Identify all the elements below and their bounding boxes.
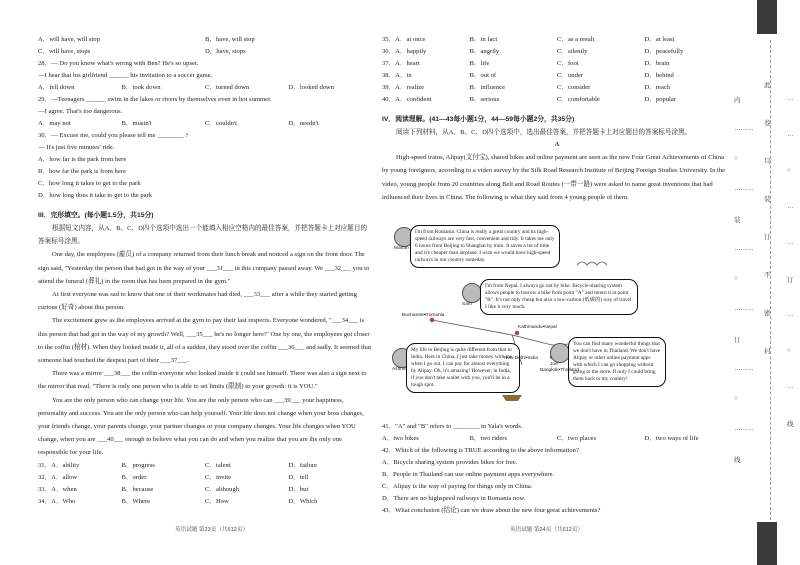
q32-option-a[interactable]: 32．A．allow	[38, 473, 78, 481]
q40-option-d[interactable]: D．popular	[644, 96, 676, 103]
speech-bubble-illustration	[392, 225, 660, 407]
q27-option-a[interactable]: A．will have, will stop	[38, 36, 100, 43]
q40-option-a[interactable]: 40．A．confident	[382, 96, 432, 103]
margin-mark: ○	[787, 167, 791, 174]
margin-mark: ………	[734, 125, 754, 132]
margin-mark: …	[787, 203, 794, 210]
q35-option-d[interactable]: D．at least	[644, 36, 675, 43]
q41-option-c[interactable]: C．two places	[557, 435, 597, 442]
q29-option-c[interactable]: C．couldn't	[205, 120, 237, 127]
q34-option-a[interactable]: 34．A．Who	[38, 497, 76, 505]
cloze-paragraph-5: You are the only person who can change your life. You are the only person who can ___39___ your happiness, personality and success. You are the only person who can help yourself. Your life does not change when your boss changes, your friends change, your parents change, your partner changes or your company changes. Your life changes when YOU change, when you are ___40___ enough to believe what you can do and when you realize that you are the only one responsible for your life.	[38, 396, 364, 457]
q30-option-b[interactable]: B．how far the park is from here	[38, 168, 126, 175]
q39-options	[382, 82, 732, 94]
q39-option-d[interactable]: D．reach	[644, 84, 671, 91]
name-label-romania: Marian	[394, 246, 409, 251]
name-label-india: Ashmit	[392, 367, 407, 372]
avatar-nepal	[462, 283, 482, 303]
q42-stem: 42．Which of the following is TRUE according to the above information?	[382, 447, 579, 454]
q27-option-c[interactable]: C．will have, stops	[38, 48, 91, 55]
q39-option-a[interactable]: 39．A．realize	[382, 84, 425, 91]
q41-options	[382, 433, 732, 445]
q28-option-b[interactable]: B．took down	[121, 84, 161, 91]
q29-option-d[interactable]: D．needn't	[288, 120, 319, 127]
q28-option-c[interactable]: C．turned down	[205, 84, 250, 91]
margin-mark: ○	[734, 155, 738, 162]
margin-mark: ○	[734, 275, 738, 282]
margin-mark: 内	[734, 97, 741, 104]
margin-mark: ○	[734, 395, 738, 402]
left-column	[38, 34, 372, 508]
q30-line2: — It's just five minutes' ride.	[38, 144, 115, 151]
margin-mark: 线	[787, 421, 794, 428]
margin-mark: ………	[734, 245, 754, 252]
q41-stem: 41．"A" and "B" refers to ________ in Yala's words.	[382, 423, 523, 430]
q33-option-b[interactable]: B．because	[121, 485, 154, 493]
q35-option-c[interactable]: C．as a result	[557, 36, 595, 43]
q27-option-d[interactable]: D．have, stops	[205, 48, 246, 55]
q35-options	[382, 34, 732, 46]
section-3-instructions: 根据短文内容，从A、B、C、D四个选项中选出一个能填入相应空格内的最佳答案，并把答题卡上对应题目的答案标号涂黑。	[38, 225, 368, 246]
q39-option-b[interactable]: B．influence	[469, 84, 506, 91]
right-column	[382, 34, 732, 204]
romania-marker	[430, 318, 434, 322]
camel-sketch	[577, 262, 607, 265]
margin-mark: ………	[734, 425, 754, 432]
city-label-bucharest: Bucharest•Romania	[402, 313, 445, 318]
margin-mark: 订	[764, 234, 771, 241]
q30-option-a[interactable]: A．how far is the park from here	[38, 156, 127, 163]
margin-mark: 订	[734, 337, 741, 344]
q42-option-a[interactable]: A．Bicycle sharing system provides bikes for free.	[382, 459, 518, 466]
q28-stem: 28．— Do you know what's wrong with Ben? He's so upset.	[38, 60, 199, 67]
margin-mark: …	[787, 311, 794, 318]
q30-option-c[interactable]: C．how long it takes to get to the park	[38, 180, 141, 187]
q29-option-a[interactable]: A．may not	[38, 120, 71, 127]
q31-option-c[interactable]: C．talent	[205, 461, 231, 469]
q35-option-a[interactable]: 35．A．at once	[382, 36, 426, 43]
q38-option-a[interactable]: 38．A．in	[382, 72, 412, 79]
city-label-delhi: New Delhi•India	[504, 356, 538, 361]
margin-mark: …	[787, 131, 794, 138]
name-label-nepal: Sam	[462, 302, 472, 307]
margin-mark: 密	[764, 310, 771, 317]
q34-option-d[interactable]: D．Which	[288, 497, 318, 505]
q28-option-d[interactable]: D．looked down	[288, 84, 335, 91]
passage-a-text: High-speed trains, Alipay(支付宝), shared bikes and online payment are seen as the new Four Great Achievements of China by young foreigners, according to a video survey by the Silk Road Research Institute of Beijing Foreign Studies University. In the video, young people from 20 countries along Belt and Road Routes (一带一路) were asked to name great inventions that had influenced their lives in China. The following is what they said from 4 young people of them.	[382, 154, 726, 201]
q40-option-c[interactable]: C．comfortable	[557, 96, 600, 103]
page-footer-left: 英语试题 第23页（共612页）	[175, 527, 249, 533]
q32-option-c[interactable]: C．invite	[205, 473, 232, 481]
margin-mark: …	[787, 239, 794, 246]
q38-options	[382, 70, 732, 82]
cloze-paragraph-2: At first everyone was sad to know that one of their workmates had died, ___33___ after a while they started getting curious (好奇) about this person.	[38, 291, 357, 312]
q37-option-a[interactable]: 37．A．heart	[382, 60, 420, 67]
q34-option-b[interactable]: B．Where	[121, 497, 151, 505]
cloze-paragraph-3: The excitement grew as the employees arrived at the gym to pay their last respects. Everyone wondered, "___34___ is this person that had got in the way of my growth? Well, ___35___ he's no longer here!" One by one, the employees got closer to the coffin (棺材). When they looked inside it, all of a sudden, they stood over the coffin ___36___ and sadly. It seemed that someone had touched the deepest part of their ___37___.	[38, 317, 372, 365]
q33-option-a[interactable]: 33．A．when	[38, 485, 77, 493]
margin-mark: ………	[734, 185, 754, 192]
q36-options	[382, 46, 732, 58]
q37-options	[382, 58, 732, 70]
registration-block-bottom	[757, 522, 777, 565]
q37-option-c[interactable]: C．foot	[557, 60, 579, 67]
q37-option-b[interactable]: B．life	[469, 60, 490, 67]
margin-mark: 此	[764, 82, 771, 89]
margin-mark: ………	[734, 305, 754, 312]
q27-options	[38, 34, 372, 58]
margin-mark: 装	[764, 196, 771, 203]
q42-option-b[interactable]: B．People in Thailand can use online payment apps everywhere.	[382, 471, 555, 478]
q31-option-a[interactable]: 31．A．ability	[38, 461, 80, 469]
cloze-paragraph-4: There was a mirror ___38___ the coffin-everyone who looked inside it could see himself. There was also a sign next to the mirror that read, "There is only one person who is able to set limits (限制) to your growth: it is YOU."	[38, 370, 367, 391]
q33-options	[38, 484, 372, 496]
registration-block-top	[757, 0, 777, 34]
q36-option-a[interactable]: 36．A．happily	[382, 48, 427, 55]
q35-option-b[interactable]: B．in fact	[469, 36, 498, 43]
margin-mark: ………	[734, 365, 754, 372]
q30-stem: 30．— Excuse me, could you please tell me ________ ?	[38, 132, 189, 139]
section-4-instructions: 阅读下列材料，从A、B、C、D四个选项中，选出最佳答案，并把答题卡上对应题目的答案标号涂黑。	[396, 129, 692, 136]
margin-mark: ○	[787, 347, 791, 354]
q32-option-d[interactable]: D．tell	[288, 473, 309, 481]
q32-option-b[interactable]: B．order	[121, 473, 147, 481]
q42-option-d[interactable]: D．There are no highspeed railways in Romania now.	[382, 495, 526, 502]
q30-option-d[interactable]: D．how long does it take to get to the park	[38, 192, 153, 199]
q31-option-b[interactable]: B．progress	[121, 461, 155, 469]
q41-option-a[interactable]: A．two bikes	[382, 435, 419, 442]
cloze-paragraph-1: One day, the employees (雇员) of a company returned from their lunch break and noticed a sign on the front door. The sign said, "Yesterday the person that had got in the way of your ___31___ in this company passed away. We ___32___ you to attend the funeral (葬礼) in the room that has been prepared in the gym."	[38, 251, 370, 285]
ship-sketch	[502, 395, 522, 401]
q41-option-b[interactable]: B．two riders	[469, 435, 508, 442]
city-label-bangkok: Bangkok•Thailand	[540, 368, 579, 373]
q28-line2: —I hear that his girlfriend ______ his invitation to a soccer game.	[38, 72, 213, 79]
section-3-title: III．完形填空。(每小题1.5分，共15分)	[38, 212, 154, 219]
q38-option-d[interactable]: D．behind	[644, 72, 674, 79]
q34-options	[38, 496, 372, 508]
q33-option-d[interactable]: D．but	[288, 485, 309, 493]
q29-line2: —I agree. That's too dangerous.	[38, 108, 123, 115]
bubble-nepal: I'm from Nepal. I always go out by bike. Bicycle-sharing system allows people to borrow a bike from point "A" and return it at point "B". It's not only cheap but also a low-carbon (低碳的) way of travel. I like it very much.	[480, 279, 638, 315]
margin-mark: 卷	[764, 120, 771, 127]
bubble-india: My life in Beijing is quite different from that in India. Here in China, I just take money with me when I go out. I can pay for almost everything by Alipay. Oh, it's amazing! However, in India, if you don't take wallet with you, you'll be in a tough spot.	[406, 343, 520, 393]
q40-options	[382, 94, 732, 106]
q43-stem: 43．What conclusion (结论) can we draw about the new four great achievements?	[382, 507, 601, 514]
cut-line	[770, 40, 772, 520]
q40-option-b[interactable]: B．serious	[469, 96, 500, 103]
margin-mark: 不	[764, 272, 771, 279]
margin-mark: 只	[764, 158, 771, 165]
bubble-romania: I'm from Romania. China is really a great country and its high-speed railways are very fast, convenient and tidy. It takes me only 6 hours from Beijing to Shanghai by train. It saves a lot of time and it's cheaper than airplane. I wish we would have high-speed railways in our country someday.	[410, 225, 560, 268]
q39-option-c[interactable]: C．consider	[557, 84, 591, 91]
q31-option-d[interactable]: D．failure	[288, 461, 318, 469]
q38-option-b[interactable]: B．out of	[469, 72, 497, 79]
q33-option-c[interactable]: C．although	[205, 485, 240, 493]
q36-option-d[interactable]: D．peacefully	[644, 48, 684, 55]
page-footer-right: 英语试题 第24页（共612页）	[510, 527, 584, 533]
section-4-title: IV．阅读理解。(41—43每小题1分，44—59每小题2分，共35分)	[382, 116, 575, 123]
margin-mark: 线	[734, 457, 741, 464]
avatar-thailand	[550, 343, 570, 363]
margin-mark: 封	[764, 348, 771, 355]
q28-option-a[interactable]: A．fell down	[38, 84, 75, 91]
margin-mark: …	[787, 383, 794, 390]
q28-options	[38, 82, 372, 94]
q37-option-d[interactable]: D．brain	[644, 60, 670, 67]
q29-options	[38, 118, 372, 130]
q38-option-c[interactable]: C．under	[557, 72, 584, 79]
nepal-marker	[515, 331, 519, 335]
questions-41-43	[382, 421, 732, 517]
margin-mark: …	[787, 95, 794, 102]
q27-option-b[interactable]: B．have, will stop	[205, 36, 255, 43]
q36-option-c[interactable]: C．silently	[557, 48, 588, 55]
q29-option-b[interactable]: B．mustn't	[121, 120, 152, 127]
margin-mark: 装	[734, 217, 741, 224]
name-label-thailand: Joe	[550, 362, 558, 367]
bubble-thailand: You can find many wonderful things that we don't have in Thailand. We don't have Alipay or other online payment apps with which I can go shopping without going to the store. If only I could bring them back to my country!	[568, 337, 666, 387]
passage-letter: A	[554, 141, 560, 149]
margin-mark: 订	[787, 277, 794, 284]
q36-option-b[interactable]: B．angrily	[469, 48, 500, 55]
q41-option-d[interactable]: D．two ways of life	[644, 435, 699, 442]
q31-options	[38, 460, 372, 472]
q42-option-c[interactable]: C．Alipay is the way of paying for things only in China.	[382, 483, 533, 490]
city-label-kathmandu: Kathmandu•Nepal	[518, 325, 557, 330]
q34-option-c[interactable]: C．How	[205, 497, 229, 505]
q29-stem: 29．—Teenagers ______ swim in the lakes or rivers by themselves even in hot summer.	[38, 96, 272, 103]
q32-options	[38, 472, 372, 484]
